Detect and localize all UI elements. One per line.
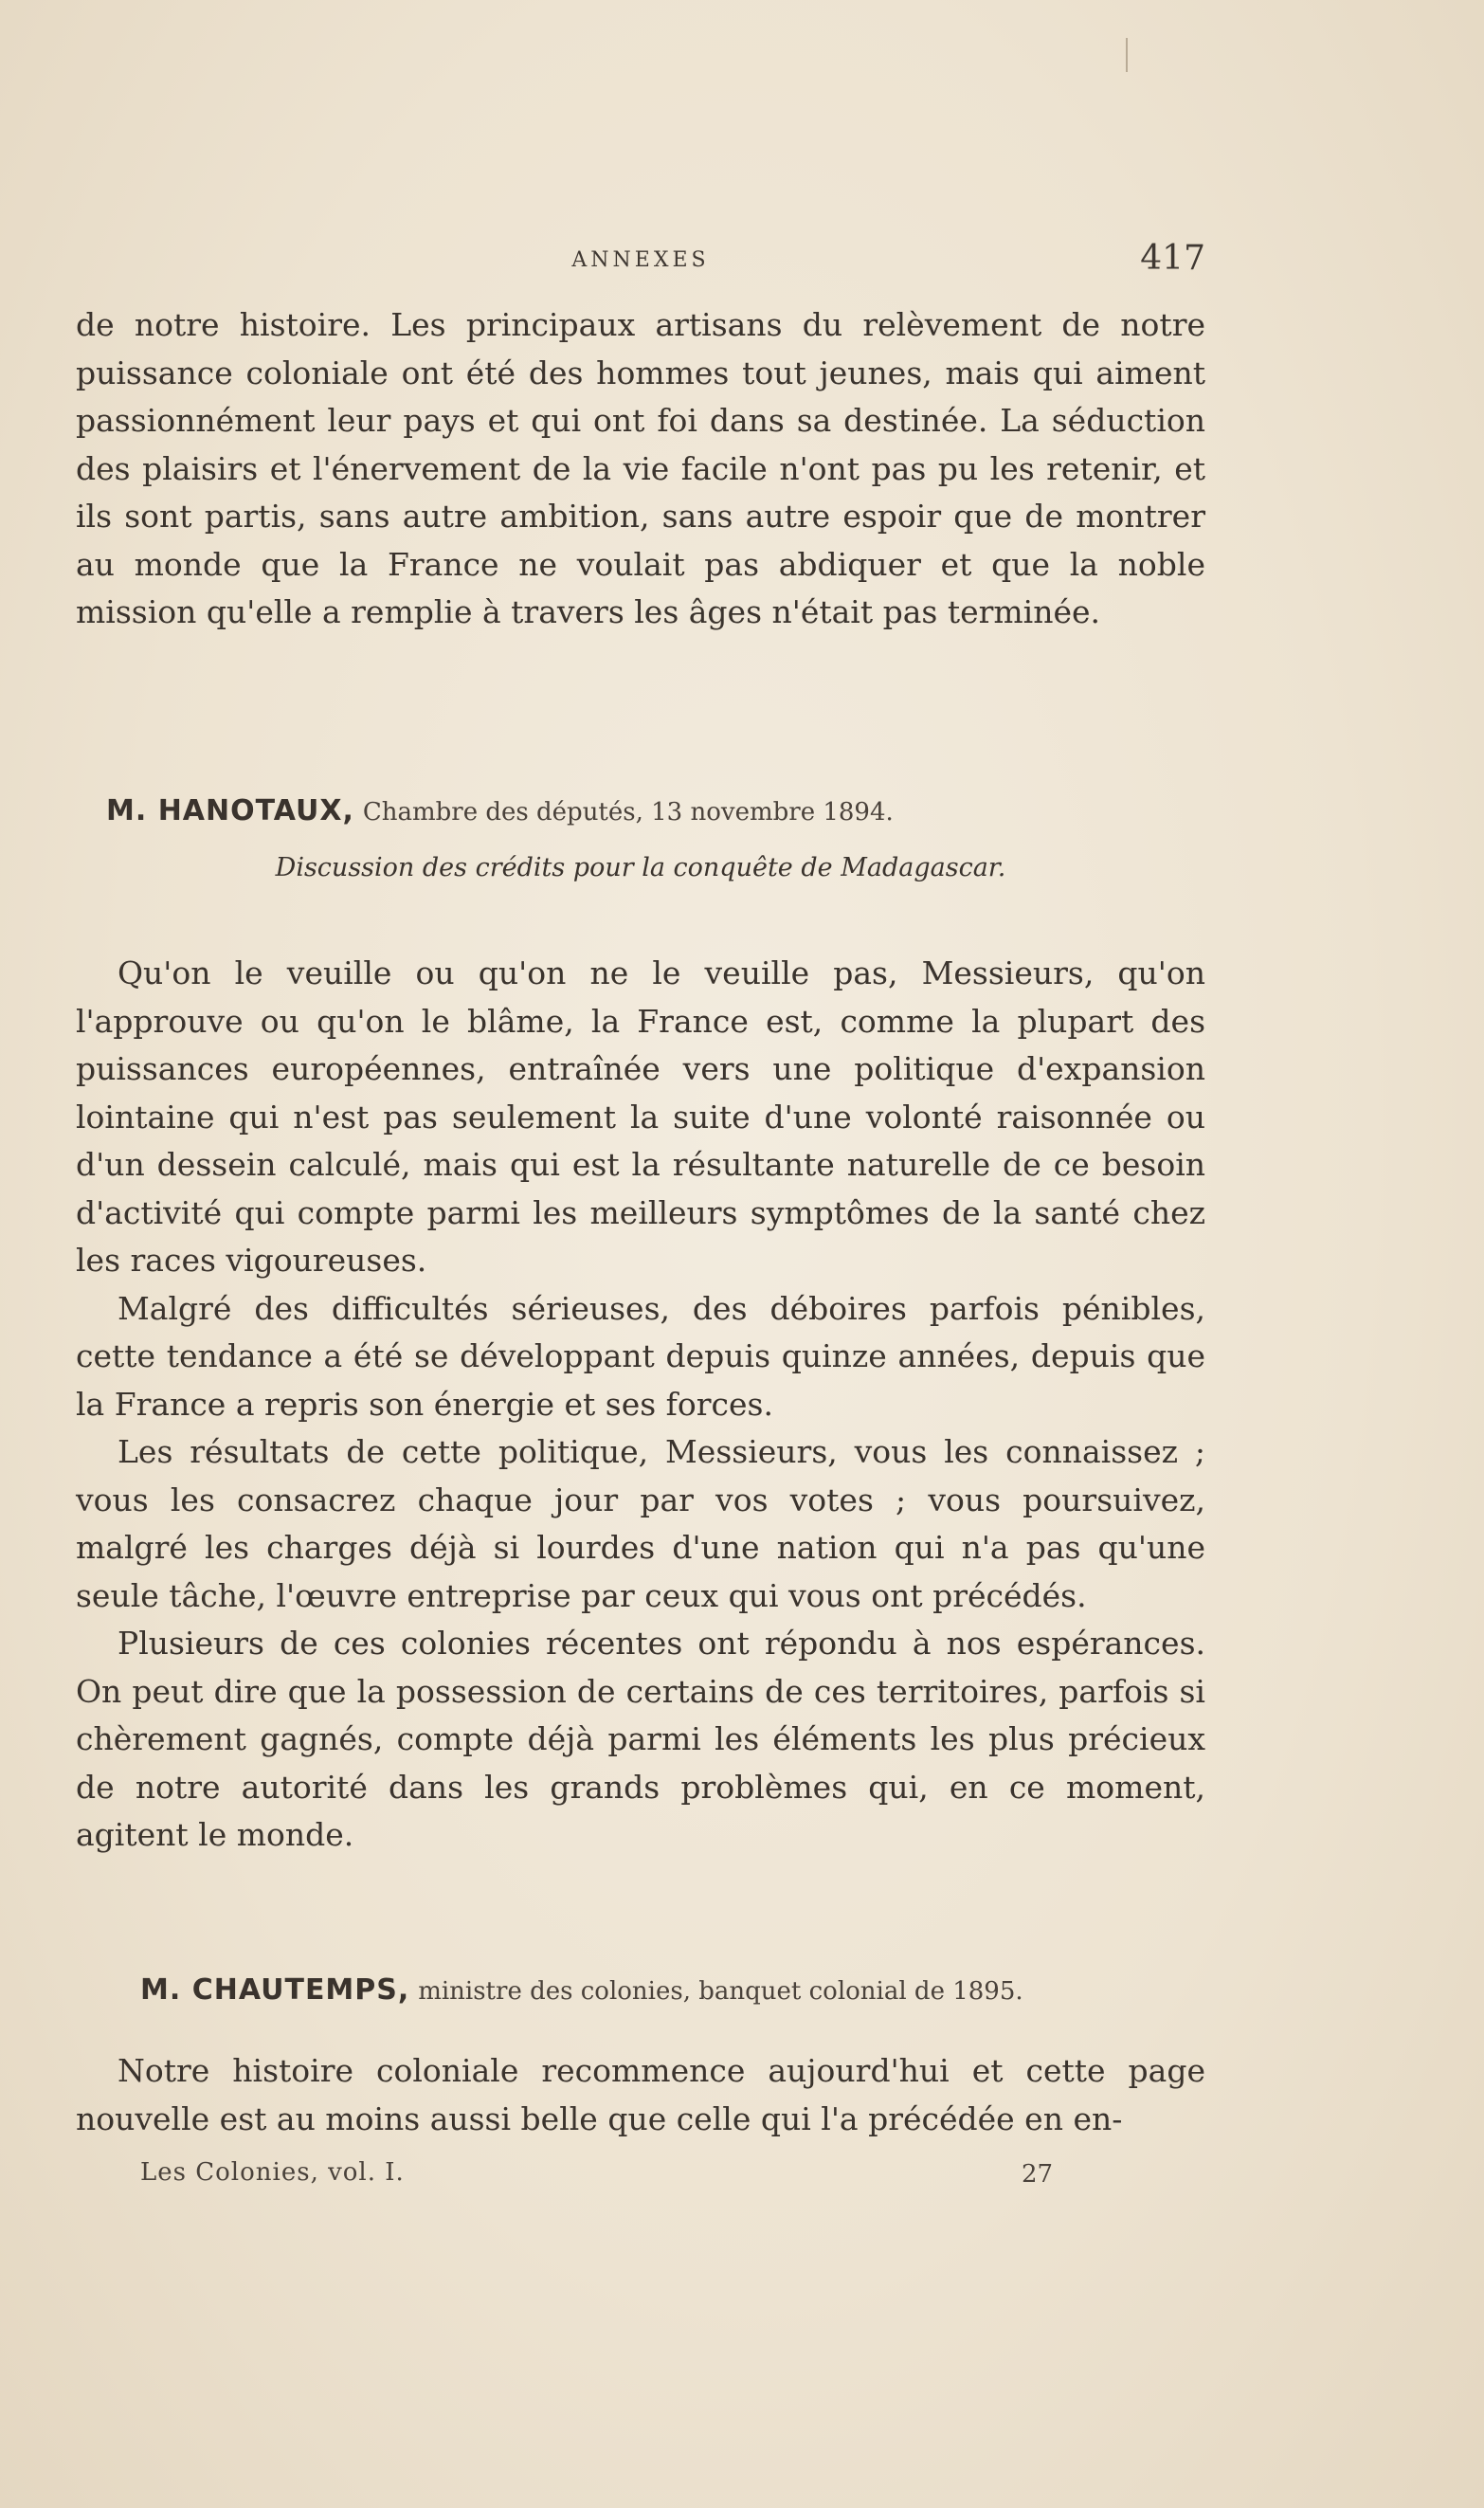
opening-paragraph: de notre histoire. Les principaux artisans du relèvement de notre puissance coloniale ont été des hommes tout jeunes, mais qui aiment passionnément leur pays et qui ont foi dans sa destinée. La séduction des plaisirs et l'énervement de la vie facile n'ont pas pu les retenir, et ils sont partis, sans autre ambition, sans autre espoir que de montrer au monde que la France ne voulait pas abdiquer et que la noble mission qu'elle a remplie à travers les âges n'était pas terminée. [76, 306, 1205, 630]
signature-mark: 27 [1022, 2160, 1054, 2189]
hanotaux-subtitle: Discussion des crédits pour la conquête de Madagascar. [275, 853, 1006, 882]
page-number: 417 [1140, 239, 1205, 278]
page-mark [1126, 38, 1128, 72]
speech-paragraph: Les résultats de cette politique, Messieurs, vous les connaissez ; vous les consacrez chaque jour par vos votes ; vous poursuivez, malgré les charges déjà si lourdes d'une nation qui n'a pas qu'une seule tâche, l'œuvre entreprise par ceux qui vous ont précédés. [76, 1433, 1205, 1614]
hanotaux-heading [106, 794, 1205, 827]
footer-source: Les Colonies, vol. I. [140, 2158, 405, 2187]
speech-paragraph: Qu'on le veuille ou qu'on ne le veuille pas, Messieurs, qu'on l'approuve ou qu'on le blâme, la France est, comme la plupart des puissances européennes, entraînée vers une politique d'expansion lointaine qui n'est pas seulement la suite d'une volonté raisonnée ou d'un dessein calculé, mais qui est la résultante naturelle de ce besoin d'activité qui compte parmi les meilleurs symptômes de la santé chez les races vigoureuses. [76, 954, 1205, 1279]
running-head: ANNEXES [571, 248, 710, 272]
opening-paragraph-block [76, 301, 1205, 637]
speaker-detail: Chambre des députés, 13 novembre 1894. [362, 798, 894, 827]
chautemps-heading [140, 1973, 1240, 2007]
hanotaux-speech [76, 950, 1205, 1860]
speech-paragraph: Malgré des difficultés sérieuses, des déboires parfois pénibles, cette tendance a été se développant depuis quinze années, depuis que la France a repris son énergie et ses forces. [76, 1289, 1205, 1423]
speech-paragraph: Notre histoire coloniale recommence aujourd'hui et cette page nouvelle est au moins aussi belle que celle qui l'a précédée en en- [76, 2052, 1205, 2137]
speech-paragraph: Plusieurs de ces colonies récentes ont répondu à nos espérances. On peut dire que la possession de certains de ces territoires, parfois si chèrement gagnés, compte déjà parmi les éléments les plus précieux de notre autorité dans les grands problèmes qui, en ce moment, agitent le monde. [76, 1625, 1205, 1853]
chautemps-speech [76, 2047, 1205, 2143]
page-header [76, 239, 1205, 286]
speaker-detail: ministre des colonies, banquet colonial de 1895. [418, 1977, 1023, 2006]
speaker-name: M. CHAUTEMPS, [140, 1973, 410, 2007]
speaker-name: M. HANOTAUX, [106, 794, 354, 827]
page-footer [140, 2158, 1088, 2196]
